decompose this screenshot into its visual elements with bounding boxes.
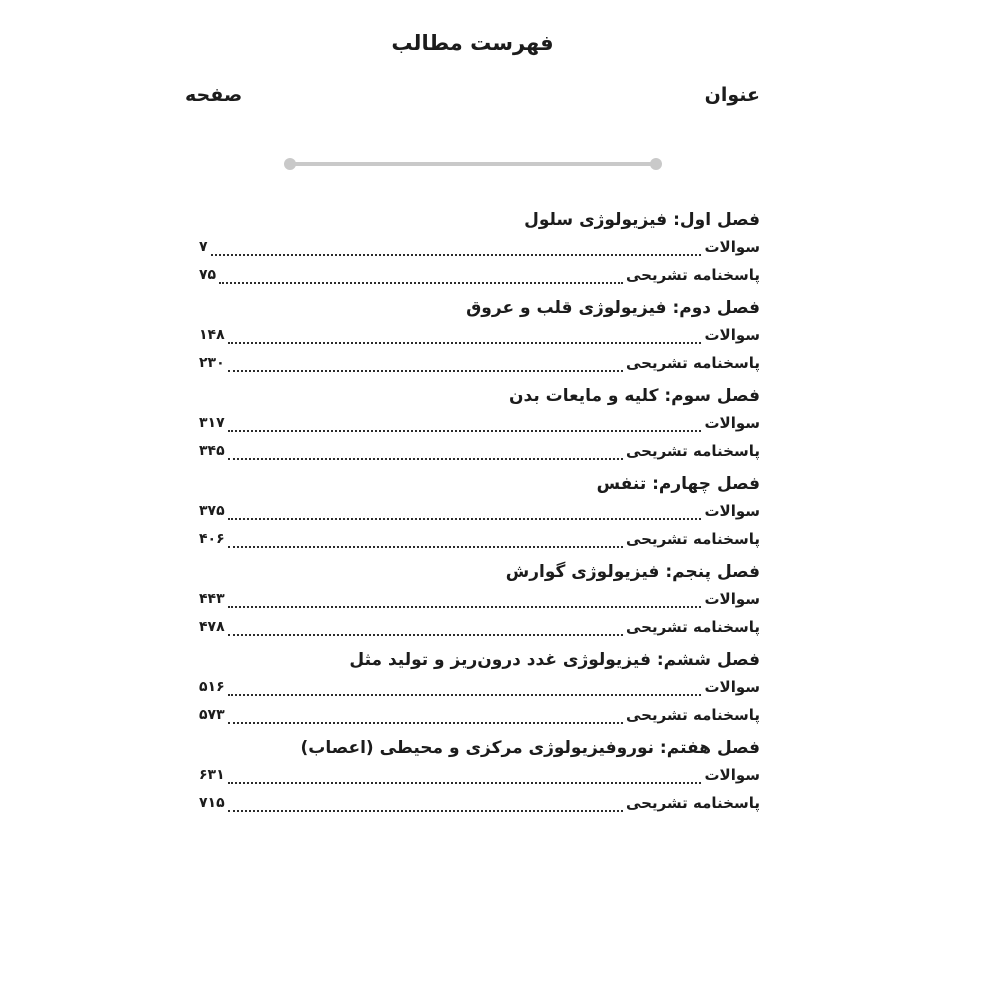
toc-entry-answers [199,437,760,465]
toc-entry-answers [199,789,760,817]
toc-entry-questions [199,409,760,437]
entry-label: پاسخنامه تشریحی [625,794,760,812]
dot-leader [228,679,702,696]
dot-leader [211,239,702,256]
divider-line [289,162,657,166]
toc-entry-questions [199,585,760,613]
dot-leader [228,591,702,608]
entry-page-number: ۲۳۰ [199,355,225,371]
entry-page-number: ۵۷۳ [199,707,225,723]
dot-leader [228,415,702,432]
column-header-title: عنوان [704,84,760,106]
entry-page-number: ۵۱۶ [199,679,225,695]
entry-label: سوالات [704,414,760,432]
chapter-heading: فصل اول: فیزیولوژی سلول [524,210,760,230]
entry-page-number: ۴۴۳ [199,591,225,607]
entry-label: سوالات [704,678,760,696]
entry-label: پاسخنامه تشریحی [625,266,760,284]
dot-leader [228,355,623,372]
entry-page-number: ۳۴۵ [199,443,225,459]
chapter-block [199,208,760,289]
dot-leader [228,707,623,724]
chapter-block [199,472,760,553]
toc-column-headers [185,84,760,106]
chapter-block [199,736,760,817]
toc-entry-answers [199,525,760,553]
page-content [185,0,760,817]
entry-page-number: ۶۳۱ [199,767,225,783]
toc-list [185,208,760,817]
chapter-block [199,648,760,729]
entry-label: پاسخنامه تشریحی [625,618,760,636]
chapter-heading: فصل چهارم: تنفس [596,474,760,494]
toc-entry-answers [199,261,760,289]
dot-leader [228,443,623,460]
entry-page-number: ۷۵ [199,267,217,283]
entry-label: پاسخنامه تشریحی [625,442,760,460]
toc-entry-questions [199,233,760,261]
entry-page-number: ۳۱۷ [199,415,225,431]
toc-entry-answers [199,701,760,729]
entry-label: سوالات [704,238,760,256]
chapter-heading: فصل ششم: فیزیولوژی غدد درون‌ریز و تولید مثل [349,650,760,670]
entry-page-number: ۳۷۵ [199,503,225,519]
dot-leader [228,767,702,784]
chapter-block [199,384,760,465]
toc-entry-answers [199,349,760,377]
entry-page-number: ۴۰۶ [199,531,225,547]
column-header-page: صفحه [185,84,243,106]
divider-endpoint-icon [650,158,662,170]
entry-page-number: ۷ [199,239,208,255]
toc-entry-answers [199,613,760,641]
entry-page-number: ۱۴۸ [199,327,225,343]
dot-leader [228,795,623,812]
entry-label: پاسخنامه تشریحی [625,706,760,724]
chapter-block [199,296,760,377]
chapter-block [199,560,760,641]
toc-entry-questions [199,321,760,349]
chapter-heading: فصل پنجم: فیزیولوژی گوارش [505,562,760,582]
entry-label: سوالات [704,326,760,344]
toc-entry-questions [199,761,760,789]
toc-entry-questions [199,497,760,525]
dot-leader [228,327,702,344]
toc-entry-questions [199,673,760,701]
entry-label: پاسخنامه تشریحی [625,354,760,372]
chapter-heading: فصل هفتم: نوروفیزیولوژی مرکزی و محیطی (اعصاب) [300,738,760,758]
entry-label: سوالات [704,766,760,784]
dot-leader [228,619,623,636]
dot-leader [219,267,623,284]
entry-page-number: ۴۷۸ [199,619,225,635]
entry-label: پاسخنامه تشریحی [625,530,760,548]
entry-label: سوالات [704,590,760,608]
dot-leader [228,503,702,520]
page-title: فهرست مطالب [391,31,554,55]
dot-leader [228,531,623,548]
entry-label: سوالات [704,502,760,520]
chapter-heading: فصل سوم: کلیه و مایعات بدن [509,386,760,406]
chapter-heading: فصل دوم: فیزیولوژی قلب و عروق [466,298,760,318]
entry-page-number: ۷۱۵ [199,795,225,811]
divider-endpoint-icon [284,158,296,170]
